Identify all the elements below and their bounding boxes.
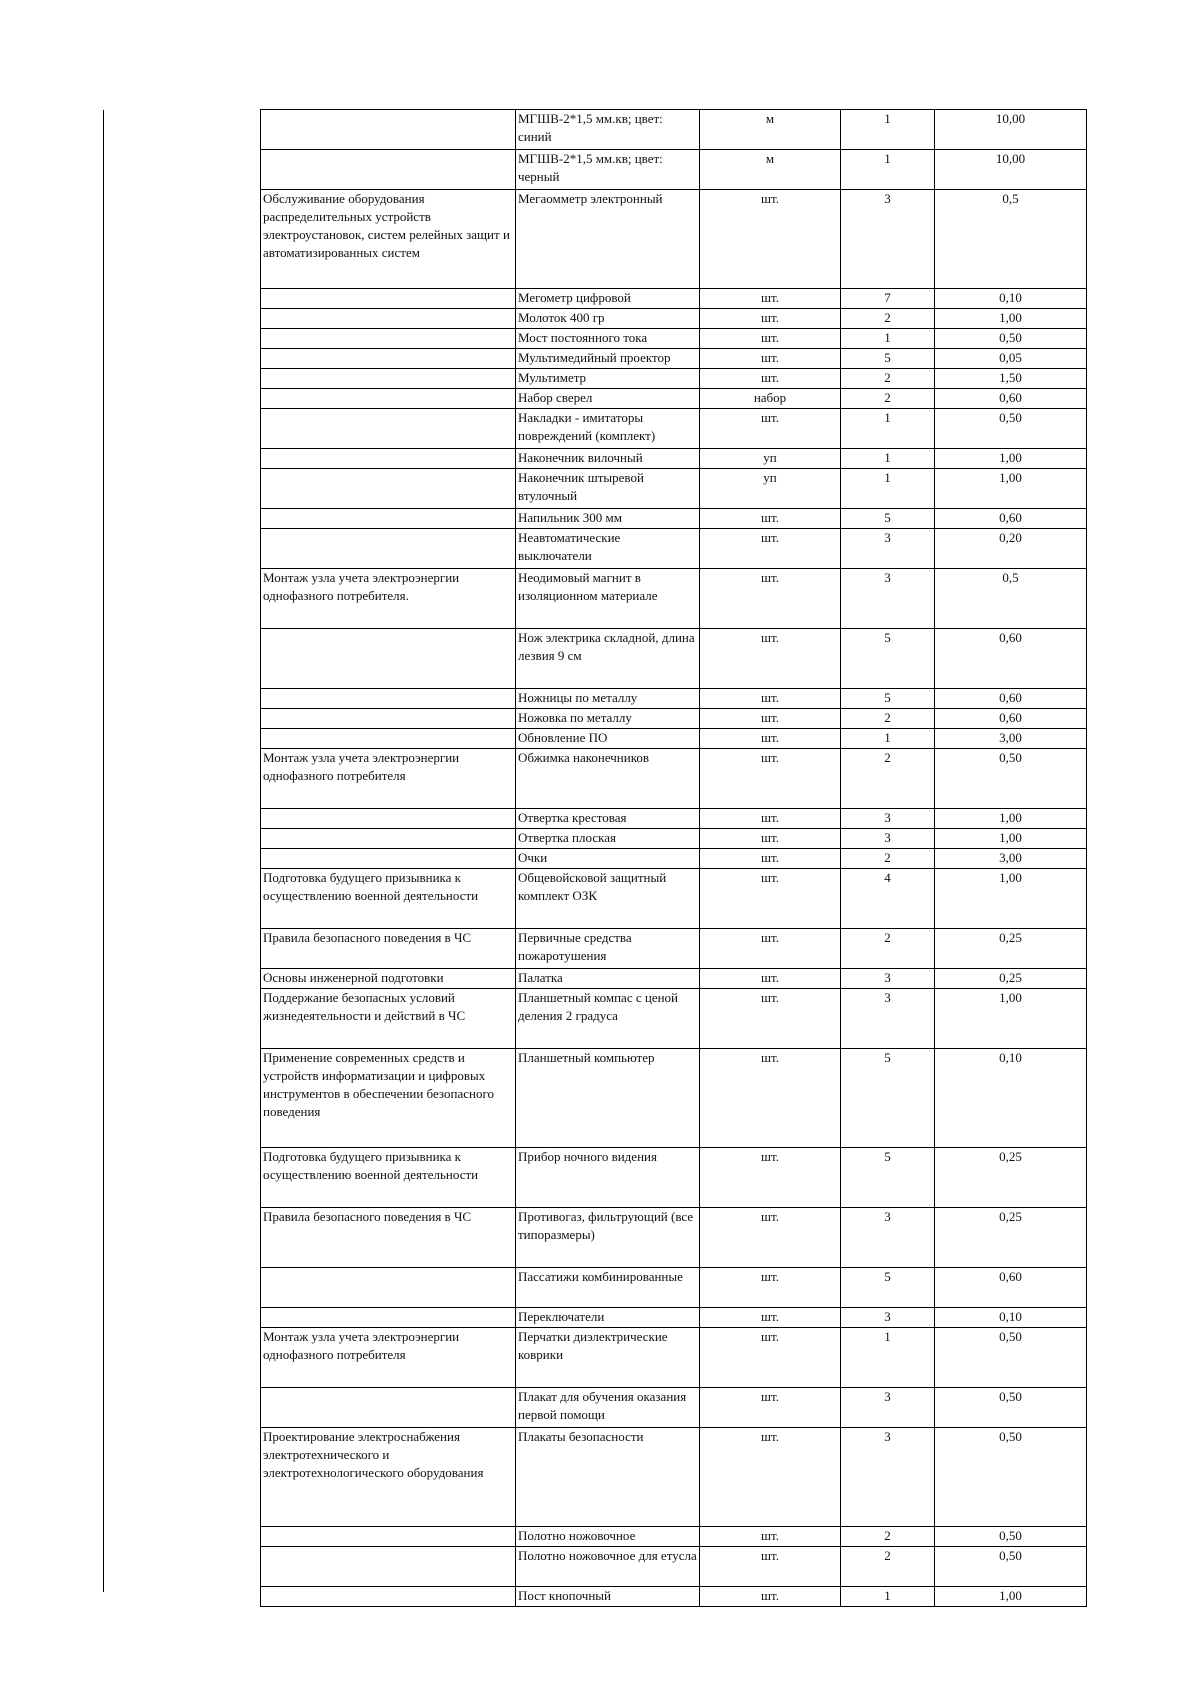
table-row <box>261 369 1087 389</box>
value-cell: 0,50 <box>935 1527 1087 1547</box>
unit-cell: шт. <box>700 869 841 929</box>
table-row <box>261 809 1087 829</box>
unit-cell: шт. <box>700 369 841 389</box>
value-cell: 0,60 <box>935 629 1087 689</box>
unit-cell: шт. <box>700 1148 841 1208</box>
item-name-cell: Мегаомметр электронный <box>516 190 700 289</box>
unit-cell: шт. <box>700 409 841 449</box>
item-name-cell: Общевойсковой защитный комплект ОЗК <box>516 869 700 929</box>
item-name-cell: Планшетный компас с ценой деления 2 градуса <box>516 989 700 1049</box>
value-cell: 0,50 <box>935 1428 1087 1527</box>
item-name-cell: Ножницы по металлу <box>516 689 700 709</box>
value-cell: 0,25 <box>935 1148 1087 1208</box>
table-row <box>261 689 1087 709</box>
item-name-cell: Наконечник штыревой втулочный <box>516 469 700 509</box>
item-name-cell: Отвертка крестовая <box>516 809 700 829</box>
table-row <box>261 929 1087 969</box>
table-row <box>261 1547 1087 1587</box>
quantity-cell: 3 <box>841 1208 935 1268</box>
unit-cell: шт. <box>700 529 841 569</box>
table-row <box>261 110 1087 150</box>
left-margin-line <box>103 110 104 1592</box>
table-row <box>261 449 1087 469</box>
table-row <box>261 1208 1087 1268</box>
quantity-cell: 2 <box>841 369 935 389</box>
topic-cell <box>261 150 516 190</box>
quantity-cell: 3 <box>841 989 935 1049</box>
quantity-cell: 2 <box>841 389 935 409</box>
quantity-cell: 1 <box>841 409 935 449</box>
table-row <box>261 329 1087 349</box>
table-row <box>261 1268 1087 1308</box>
topic-cell <box>261 1587 516 1607</box>
quantity-cell: 5 <box>841 1268 935 1308</box>
value-cell: 0,05 <box>935 349 1087 369</box>
quantity-cell: 2 <box>841 709 935 729</box>
value-cell: 0,10 <box>935 1049 1087 1148</box>
item-name-cell: Отвертка плоская <box>516 829 700 849</box>
table-row <box>261 469 1087 509</box>
unit-cell: набор <box>700 389 841 409</box>
quantity-cell: 1 <box>841 329 935 349</box>
quantity-cell: 5 <box>841 629 935 689</box>
unit-cell: шт. <box>700 329 841 349</box>
table-row <box>261 709 1087 729</box>
topic-cell <box>261 469 516 509</box>
topic-cell <box>261 389 516 409</box>
topic-cell <box>261 809 516 829</box>
unit-cell: шт. <box>700 1049 841 1148</box>
quantity-cell: 3 <box>841 529 935 569</box>
quantity-cell: 2 <box>841 749 935 809</box>
item-name-cell: Прибор ночного видения <box>516 1148 700 1208</box>
unit-cell: шт. <box>700 1388 841 1428</box>
table-row <box>261 1428 1087 1527</box>
topic-cell <box>261 1268 516 1308</box>
topic-cell <box>261 409 516 449</box>
unit-cell: шт. <box>700 190 841 289</box>
item-name-cell: Плакаты безопасности <box>516 1428 700 1527</box>
quantity-cell: 3 <box>841 1428 935 1527</box>
item-name-cell: Планшетный компьютер <box>516 1049 700 1148</box>
topic-cell <box>261 1308 516 1328</box>
quantity-cell: 2 <box>841 849 935 869</box>
quantity-cell: 2 <box>841 929 935 969</box>
value-cell: 0,60 <box>935 689 1087 709</box>
topic-cell <box>261 849 516 869</box>
topic-cell <box>261 629 516 689</box>
topic-cell: Монтаж узла учета электроэнергии однофазного потребителя. <box>261 569 516 629</box>
topic-cell <box>261 509 516 529</box>
topic-cell <box>261 729 516 749</box>
topic-cell <box>261 529 516 569</box>
quantity-cell: 3 <box>841 809 935 829</box>
unit-cell: уп <box>700 469 841 509</box>
unit-cell: шт. <box>700 969 841 989</box>
quantity-cell: 5 <box>841 349 935 369</box>
quantity-cell: 3 <box>841 829 935 849</box>
item-name-cell: Напильник 300 мм <box>516 509 700 529</box>
table-row <box>261 409 1087 449</box>
table-row <box>261 989 1087 1049</box>
item-name-cell: Первичные средства пожаротушения <box>516 929 700 969</box>
item-name-cell: Неодимовый магнит в изоляционном материале <box>516 569 700 629</box>
value-cell: 10,00 <box>935 110 1087 150</box>
unit-cell: шт. <box>700 829 841 849</box>
value-cell: 3,00 <box>935 729 1087 749</box>
table-row <box>261 629 1087 689</box>
value-cell: 0,10 <box>935 289 1087 309</box>
topic-cell: Монтаж узла учета электроэнергии однофазного потребителя <box>261 1328 516 1388</box>
topic-cell <box>261 349 516 369</box>
table-row <box>261 969 1087 989</box>
item-name-cell: Пассатижи комбинированные <box>516 1268 700 1308</box>
quantity-cell: 5 <box>841 1049 935 1148</box>
unit-cell: шт. <box>700 989 841 1049</box>
quantity-cell: 7 <box>841 289 935 309</box>
table-row <box>261 509 1087 529</box>
unit-cell: шт. <box>700 1428 841 1527</box>
table-row <box>261 190 1087 289</box>
value-cell: 0,5 <box>935 569 1087 629</box>
topic-cell: Монтаж узла учета электроэнергии однофазного потребителя <box>261 749 516 809</box>
table-row <box>261 529 1087 569</box>
unit-cell: шт. <box>700 749 841 809</box>
unit-cell: шт. <box>700 809 841 829</box>
topic-cell: Подготовка будущего призывника к осуществлению военной деятельности <box>261 869 516 929</box>
item-name-cell: МГШВ-2*1,5 мм.кв; цвет: черный <box>516 150 700 190</box>
unit-cell: шт. <box>700 729 841 749</box>
item-name-cell: Неавтоматические выключатели <box>516 529 700 569</box>
item-name-cell: Молоток 400 гр <box>516 309 700 329</box>
unit-cell: м <box>700 150 841 190</box>
quantity-cell: 1 <box>841 449 935 469</box>
table-row <box>261 1308 1087 1328</box>
topic-cell: Правила безопасного поведения в ЧС <box>261 929 516 969</box>
topic-cell <box>261 1547 516 1587</box>
item-name-cell: Мультимедийный проектор <box>516 349 700 369</box>
quantity-cell: 1 <box>841 150 935 190</box>
item-name-cell: Перчатки диэлектрические коврики <box>516 1328 700 1388</box>
quantity-cell: 3 <box>841 1308 935 1328</box>
value-cell: 0,20 <box>935 529 1087 569</box>
table-row <box>261 849 1087 869</box>
item-name-cell: Мост постоянного тока <box>516 329 700 349</box>
unit-cell: шт. <box>700 309 841 329</box>
unit-cell: шт. <box>700 629 841 689</box>
topic-cell <box>261 449 516 469</box>
value-cell: 0,60 <box>935 709 1087 729</box>
item-name-cell: Палатка <box>516 969 700 989</box>
unit-cell: шт. <box>700 349 841 369</box>
value-cell: 1,00 <box>935 869 1087 929</box>
unit-cell: шт. <box>700 689 841 709</box>
table-row <box>261 389 1087 409</box>
value-cell: 0,60 <box>935 389 1087 409</box>
unit-cell: шт. <box>700 1527 841 1547</box>
value-cell: 10,00 <box>935 150 1087 190</box>
table-row <box>261 1587 1087 1607</box>
unit-cell: шт. <box>700 289 841 309</box>
topic-cell <box>261 110 516 150</box>
table-row <box>261 749 1087 809</box>
topic-cell <box>261 829 516 849</box>
table-row <box>261 309 1087 329</box>
value-cell: 1,00 <box>935 989 1087 1049</box>
value-cell: 0,50 <box>935 1328 1087 1388</box>
table-row <box>261 150 1087 190</box>
value-cell: 0,25 <box>935 969 1087 989</box>
topic-cell <box>261 689 516 709</box>
value-cell: 0,25 <box>935 1208 1087 1268</box>
topic-cell <box>261 289 516 309</box>
topic-cell <box>261 1388 516 1428</box>
value-cell: 0,50 <box>935 749 1087 809</box>
topic-cell: Проектирование электроснабжения электротехнического и электротехнологического оборудования <box>261 1428 516 1527</box>
value-cell: 0,50 <box>935 409 1087 449</box>
quantity-cell: 3 <box>841 969 935 989</box>
table-row <box>261 1049 1087 1148</box>
value-cell: 0,60 <box>935 1268 1087 1308</box>
value-cell: 1,00 <box>935 309 1087 329</box>
table-row <box>261 869 1087 929</box>
value-cell: 0,60 <box>935 509 1087 529</box>
item-name-cell: Пост кнопочный <box>516 1587 700 1607</box>
table-row <box>261 349 1087 369</box>
table-row <box>261 729 1087 749</box>
value-cell: 1,00 <box>935 829 1087 849</box>
quantity-cell: 4 <box>841 869 935 929</box>
topic-cell <box>261 1527 516 1547</box>
table-row <box>261 1148 1087 1208</box>
item-name-cell: Накладки - имитаторы повреждений (комплект) <box>516 409 700 449</box>
topic-cell: Поддержание безопасных условий жизнедеятельности и действий в ЧС <box>261 989 516 1049</box>
quantity-cell: 1 <box>841 110 935 150</box>
item-name-cell: Нож электрика складной, длина лезвия 9 см <box>516 629 700 689</box>
topic-cell <box>261 709 516 729</box>
quantity-cell: 3 <box>841 1388 935 1428</box>
item-name-cell: Наконечник вилочный <box>516 449 700 469</box>
quantity-cell: 2 <box>841 309 935 329</box>
item-name-cell: Плакат для обучения оказания первой помощи <box>516 1388 700 1428</box>
quantity-cell: 2 <box>841 1547 935 1587</box>
unit-cell: шт. <box>700 1547 841 1587</box>
topic-cell: Применение современных средств и устройств информатизации и цифровых инструментов в обеспечении безопасного поведения <box>261 1049 516 1148</box>
item-name-cell: МГШВ-2*1,5 мм.кв; цвет: синий <box>516 110 700 150</box>
item-name-cell: Мультиметр <box>516 369 700 389</box>
unit-cell: шт. <box>700 1587 841 1607</box>
table-row <box>261 1388 1087 1428</box>
unit-cell: шт. <box>700 569 841 629</box>
unit-cell: шт. <box>700 1208 841 1268</box>
value-cell: 0,50 <box>935 1388 1087 1428</box>
topic-cell <box>261 309 516 329</box>
unit-cell: шт. <box>700 1268 841 1308</box>
quantity-cell: 3 <box>841 190 935 289</box>
item-name-cell: Обжимка наконечников <box>516 749 700 809</box>
item-name-cell: Очки <box>516 849 700 869</box>
quantity-cell: 1 <box>841 1328 935 1388</box>
unit-cell: шт. <box>700 849 841 869</box>
table-row <box>261 569 1087 629</box>
unit-cell: шт. <box>700 929 841 969</box>
topic-cell: Подготовка будущего призывника к осуществлению военной деятельности <box>261 1148 516 1208</box>
topic-cell: Правила безопасного поведения в ЧС <box>261 1208 516 1268</box>
quantity-cell: 2 <box>841 1527 935 1547</box>
item-name-cell: Противогаз, фильтрующий (все типоразмеры) <box>516 1208 700 1268</box>
table-row <box>261 289 1087 309</box>
table-row <box>261 829 1087 849</box>
unit-cell: уп <box>700 449 841 469</box>
table-row <box>261 1527 1087 1547</box>
topic-cell <box>261 369 516 389</box>
value-cell: 3,00 <box>935 849 1087 869</box>
value-cell: 0,50 <box>935 1547 1087 1587</box>
quantity-cell: 1 <box>841 469 935 509</box>
quantity-cell: 1 <box>841 1587 935 1607</box>
item-name-cell: Ножовка по металлу <box>516 709 700 729</box>
item-name-cell: Набор сверел <box>516 389 700 409</box>
topic-cell: Обслуживание оборудования распределительных устройств электроустановок, систем релейных защит и автоматизированных систем <box>261 190 516 289</box>
topic-cell <box>261 329 516 349</box>
equipment-table <box>260 109 1087 1607</box>
quantity-cell: 5 <box>841 509 935 529</box>
value-cell: 0,5 <box>935 190 1087 289</box>
quantity-cell: 5 <box>841 1148 935 1208</box>
value-cell: 1,00 <box>935 469 1087 509</box>
value-cell: 1,50 <box>935 369 1087 389</box>
value-cell: 1,00 <box>935 449 1087 469</box>
table-row <box>261 1328 1087 1388</box>
item-name-cell: Переключатели <box>516 1308 700 1328</box>
item-name-cell: Полотно ножовочное для етусла <box>516 1547 700 1587</box>
item-name-cell: Полотно ножовочное <box>516 1527 700 1547</box>
unit-cell: м <box>700 110 841 150</box>
value-cell: 0,50 <box>935 329 1087 349</box>
topic-cell: Основы инженерной подготовки <box>261 969 516 989</box>
value-cell: 0,25 <box>935 929 1087 969</box>
quantity-cell: 3 <box>841 569 935 629</box>
value-cell: 1,00 <box>935 1587 1087 1607</box>
quantity-cell: 5 <box>841 689 935 709</box>
unit-cell: шт. <box>700 709 841 729</box>
quantity-cell: 1 <box>841 729 935 749</box>
unit-cell: шт. <box>700 509 841 529</box>
unit-cell: шт. <box>700 1328 841 1388</box>
value-cell: 0,10 <box>935 1308 1087 1328</box>
item-name-cell: Мегометр цифровой <box>516 289 700 309</box>
value-cell: 1,00 <box>935 809 1087 829</box>
unit-cell: шт. <box>700 1308 841 1328</box>
item-name-cell: Обновление ПО <box>516 729 700 749</box>
